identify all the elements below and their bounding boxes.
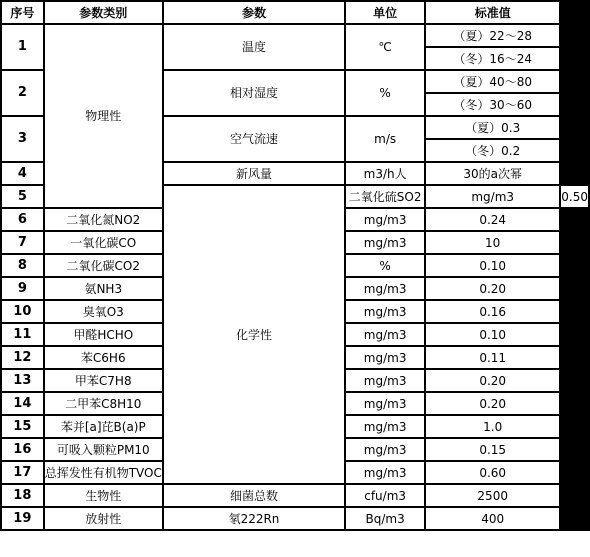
param-unit: mg/m3: [346, 324, 424, 345]
param-unit: mg/m3: [346, 278, 424, 299]
standard-value: 0.24: [426, 209, 559, 230]
row-number: 19: [2, 508, 43, 529]
row-number: 13: [2, 370, 43, 391]
standard-value: 2500: [426, 485, 559, 506]
param-unit: mg/m3: [346, 416, 424, 437]
param-name: 二氧化硫SO2: [346, 186, 424, 207]
standard-value-summer: （夏）40～80: [426, 71, 559, 92]
param-name: 一氧化碳CO: [45, 232, 162, 253]
param-name: 苯C6H6: [45, 347, 162, 368]
standard-value-summer: （夏）0.3: [426, 117, 559, 138]
standard-value: 1.0: [426, 416, 559, 437]
table-row: [2, 25, 588, 46]
row-number: 3: [2, 117, 43, 161]
row-number: 18: [2, 485, 43, 506]
header-row: [2, 2, 588, 23]
param-unit: mg/m3: [346, 301, 424, 322]
standard-value: 0.20: [426, 370, 559, 391]
param-name: 新风量: [164, 163, 344, 184]
row-number: 15: [2, 416, 43, 437]
header-param: 参数: [164, 2, 344, 23]
table-row: [2, 485, 588, 506]
row-number: 5: [2, 186, 43, 207]
param-name: 二甲苯C8H10: [45, 393, 162, 414]
table-row: [2, 508, 588, 529]
standard-value: 0.60: [426, 462, 559, 483]
param-name: 甲苯C7H8: [45, 370, 162, 391]
param-unit: mg/m3: [346, 232, 424, 253]
row-number: 10: [2, 301, 43, 322]
standard-value: 10: [426, 232, 559, 253]
header-category: 参数类别: [45, 2, 162, 23]
standard-value: 0.20: [426, 393, 559, 414]
row-number: 9: [2, 278, 43, 299]
row-number: 12: [2, 347, 43, 368]
standard-value-winter: （冬）30～60: [426, 94, 559, 115]
param-name: 二氧化碳CO2: [45, 255, 162, 276]
row-number: 4: [2, 163, 43, 184]
param-unit: ℃: [346, 25, 424, 69]
param-name: 氡222Rn: [164, 508, 344, 529]
standard-value-winter: （冬）16～24: [426, 48, 559, 69]
param-unit: mg/m3: [426, 186, 559, 207]
standard-value: 0.15: [426, 439, 559, 460]
param-name: 空气流速: [164, 117, 344, 161]
category-physical: 物理性: [45, 25, 162, 207]
row-number: 6: [2, 209, 43, 230]
standard-value: 0.11: [426, 347, 559, 368]
category-chemical: 化学性: [164, 186, 344, 483]
standard-value: 30的a次幂: [426, 163, 559, 184]
param-name: 温度: [164, 25, 344, 69]
row-number: 2: [2, 71, 43, 115]
row-number: 16: [2, 439, 43, 460]
param-unit: m/s: [346, 117, 424, 161]
param-name: 可吸入颗粒PM10: [45, 439, 162, 460]
row-number: 11: [2, 324, 43, 345]
param-unit: mg/m3: [346, 462, 424, 483]
param-name: 甲醛HCHO: [45, 324, 162, 345]
row-number: 8: [2, 255, 43, 276]
standard-value: 0.20: [426, 278, 559, 299]
standard-value-summer: （夏）22～28: [426, 25, 559, 46]
standard-value: 400: [426, 508, 559, 529]
param-name: 臭氧O3: [45, 301, 162, 322]
param-name: 总挥发性有机物TVOC: [45, 462, 162, 483]
header-standard: 标准值: [426, 2, 559, 23]
standard-value-winter: （冬）0.2: [426, 140, 559, 161]
param-name: 相对湿度: [164, 71, 344, 115]
param-unit: cfu/m3: [346, 485, 424, 506]
param-unit: mg/m3: [346, 370, 424, 391]
row-number: 7: [2, 232, 43, 253]
param-unit: m3/h人: [346, 163, 424, 184]
standard-value: 0.50: [561, 186, 588, 207]
param-unit: %: [346, 71, 424, 115]
header-unit: 单位: [346, 2, 424, 23]
param-unit: mg/m3: [346, 209, 424, 230]
header-seq: 序号: [2, 2, 43, 23]
param-unit: mg/m3: [346, 347, 424, 368]
category-radioactive: 放射性: [45, 508, 162, 529]
standard-value: 0.10: [426, 324, 559, 345]
row-number: 14: [2, 393, 43, 414]
param-name: 氨NH3: [45, 278, 162, 299]
standard-value: 0.16: [426, 301, 559, 322]
param-name: 二氧化氮NO2: [45, 209, 162, 230]
param-unit: %: [346, 255, 424, 276]
param-unit: mg/m3: [346, 393, 424, 414]
param-unit: mg/m3: [346, 439, 424, 460]
param-unit: Bq/m3: [346, 508, 424, 529]
category-biological: 生物性: [45, 485, 162, 506]
row-number: 17: [2, 462, 43, 483]
standard-value: 0.10: [426, 255, 559, 276]
row-number: 1: [2, 25, 43, 69]
param-name: 苯并[a]芘B(a)P: [45, 416, 162, 437]
param-name: 细菌总数: [164, 485, 344, 506]
